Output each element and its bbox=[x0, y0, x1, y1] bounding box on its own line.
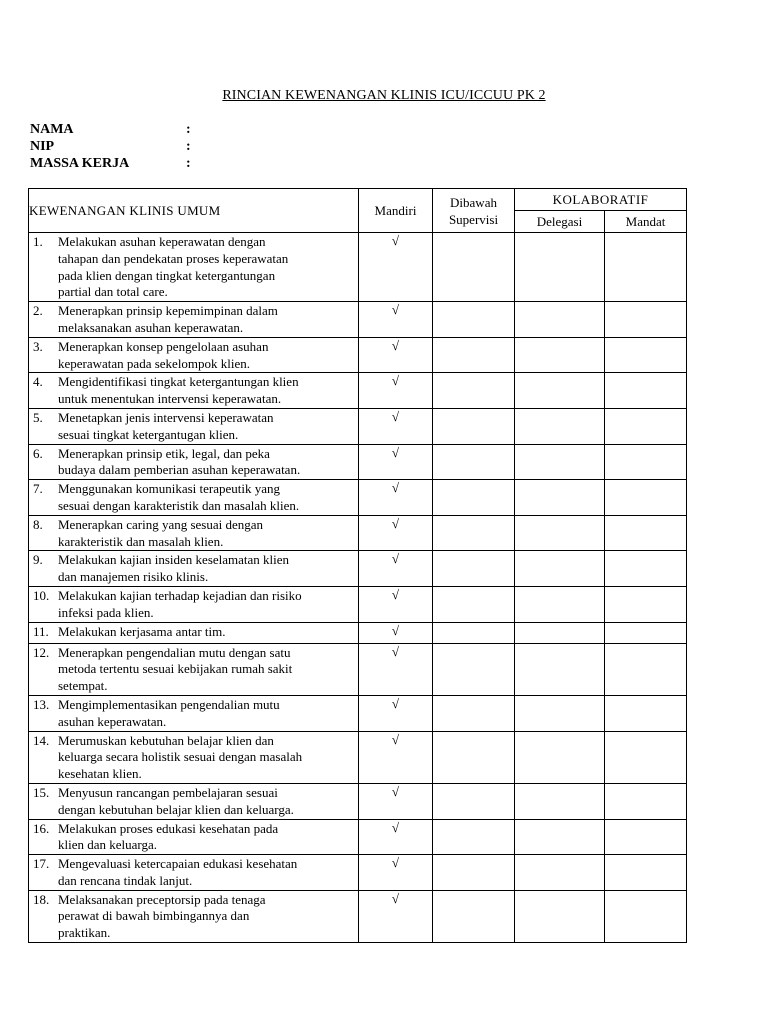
mandat-cell[interactable] bbox=[605, 373, 687, 409]
item-text-line: karakteristik dan masalah klien. bbox=[58, 533, 224, 549]
check-mark-icon: √ bbox=[391, 551, 400, 567]
item-number: 7. bbox=[33, 481, 43, 497]
item-text-line: Menggunakan komunikasi terapeutik yang bbox=[58, 481, 281, 497]
competency-cell bbox=[29, 408, 359, 444]
item-number: 16. bbox=[33, 820, 50, 836]
header-delegasi: Delegasi bbox=[515, 211, 605, 233]
item-text-line: setempat. bbox=[58, 678, 108, 694]
table-row bbox=[29, 695, 687, 731]
item-text-line: Menerapkan caring yang sesuai dengan bbox=[58, 516, 264, 532]
item-number: 15. bbox=[33, 784, 50, 800]
item-number: 18. bbox=[33, 891, 50, 907]
item-text bbox=[58, 339, 358, 373]
item-text-line: praktikan. bbox=[58, 925, 111, 941]
item-text-line: Mengimplementasikan pengendalian mutu bbox=[58, 696, 280, 712]
info-row-massa-kerja bbox=[30, 156, 191, 172]
competency-cell bbox=[29, 515, 359, 551]
info-label: NIP bbox=[30, 139, 55, 154]
delegasi-cell[interactable] bbox=[515, 302, 605, 338]
delegasi-cell[interactable] bbox=[515, 731, 605, 783]
competency-cell bbox=[29, 783, 359, 819]
item-number: 4. bbox=[33, 374, 43, 390]
table-row bbox=[29, 622, 687, 643]
item-text bbox=[58, 374, 358, 408]
dibawah-supervisi-cell[interactable] bbox=[433, 515, 515, 551]
check-mark-icon: √ bbox=[391, 233, 400, 248]
dibawah-supervisi-cell[interactable] bbox=[433, 783, 515, 819]
competency-cell bbox=[29, 819, 359, 855]
dibawah-supervisi-cell[interactable] bbox=[433, 480, 515, 516]
dibawah-supervisi-cell[interactable] bbox=[433, 695, 515, 731]
competency-cell bbox=[29, 731, 359, 783]
mandat-cell[interactable] bbox=[605, 444, 687, 480]
delegasi-cell[interactable] bbox=[515, 643, 605, 695]
check-mark-icon: √ bbox=[391, 890, 400, 906]
item-text-line: kesehatan klien. bbox=[58, 766, 142, 782]
item-number: 10. bbox=[33, 587, 50, 603]
mandiri-cell[interactable] bbox=[359, 337, 433, 373]
check-mark-icon: √ bbox=[391, 819, 400, 835]
item-text bbox=[58, 552, 358, 586]
info-separator: : bbox=[186, 122, 191, 137]
delegasi-cell[interactable] bbox=[515, 890, 605, 942]
item-text bbox=[58, 446, 358, 480]
dibawah-supervisi-cell[interactable] bbox=[433, 408, 515, 444]
item-text bbox=[58, 234, 358, 301]
table-row bbox=[29, 783, 687, 819]
table-row bbox=[29, 408, 687, 444]
header-dibawah-line1: Dibawah bbox=[450, 194, 497, 210]
mandiri-cell[interactable] bbox=[359, 783, 433, 819]
check-mark-icon: √ bbox=[391, 586, 400, 602]
competency-table bbox=[28, 188, 687, 943]
mandat-cell[interactable] bbox=[605, 302, 687, 338]
competency-cell bbox=[29, 890, 359, 942]
delegasi-cell[interactable] bbox=[515, 586, 605, 622]
table-row bbox=[29, 551, 687, 587]
header-kewenangan: KEWENANGAN KLINIS UMUM bbox=[29, 189, 359, 233]
table-row bbox=[29, 302, 687, 338]
delegasi-cell[interactable] bbox=[515, 233, 605, 302]
item-text bbox=[58, 588, 358, 622]
delegasi-cell[interactable] bbox=[515, 695, 605, 731]
item-text-line: perawat di bawah bimbingannya dan bbox=[58, 908, 250, 924]
item-text-line: pada klien dengan tingkat ketergantungan bbox=[58, 267, 276, 283]
item-number: 8. bbox=[33, 516, 43, 532]
delegasi-cell[interactable] bbox=[515, 480, 605, 516]
check-mark-icon: √ bbox=[391, 622, 400, 638]
mandiri-cell[interactable] bbox=[359, 515, 433, 551]
delegasi-cell[interactable] bbox=[515, 444, 605, 480]
mandiri-cell[interactable] bbox=[359, 444, 433, 480]
item-text-line: Menetapkan jenis intervensi keperawatan bbox=[58, 409, 274, 425]
item-text-line: asuhan keperawatan. bbox=[58, 713, 167, 729]
item-number: 9. bbox=[33, 552, 43, 568]
item-text bbox=[58, 892, 358, 942]
table-body bbox=[29, 233, 687, 943]
item-text-line: sesuai dengan karakteristik dan masalah klien. bbox=[58, 497, 300, 513]
dibawah-supervisi-cell[interactable] bbox=[433, 302, 515, 338]
competency-cell bbox=[29, 695, 359, 731]
header-dibawah-line2: Supervisi bbox=[448, 211, 499, 227]
mandiri-cell[interactable] bbox=[359, 408, 433, 444]
item-number: 11. bbox=[33, 623, 49, 639]
item-number: 17. bbox=[33, 856, 50, 872]
item-text-line: Melakukan asuhan keperawatan dengan bbox=[58, 234, 266, 249]
check-mark-icon: √ bbox=[391, 515, 400, 531]
table-row bbox=[29, 444, 687, 480]
delegasi-cell[interactable] bbox=[515, 337, 605, 373]
competency-cell bbox=[29, 233, 359, 302]
info-label: NAMA bbox=[30, 122, 74, 137]
info-label: MASSA KERJA bbox=[30, 156, 130, 171]
table-row bbox=[29, 373, 687, 409]
item-text-line: Melakukan kajian insiden keselamatan klien bbox=[58, 552, 290, 568]
dibawah-supervisi-cell[interactable] bbox=[433, 586, 515, 622]
header-kolaboratif: KOLABORATIF bbox=[515, 189, 687, 211]
mandat-cell[interactable] bbox=[605, 890, 687, 942]
check-mark-icon: √ bbox=[391, 695, 400, 711]
dibawah-supervisi-cell[interactable] bbox=[433, 444, 515, 480]
competency-cell bbox=[29, 302, 359, 338]
item-text-line: untuk menentukan intervensi keperawatan. bbox=[58, 391, 282, 407]
delegasi-cell[interactable] bbox=[515, 819, 605, 855]
mandat-cell[interactable] bbox=[605, 783, 687, 819]
info-separator: : bbox=[186, 139, 191, 154]
item-text-line: dengan kebutuhan belajar klien dan keluarga. bbox=[58, 801, 294, 817]
mandiri-cell[interactable] bbox=[359, 695, 433, 731]
item-text bbox=[58, 481, 358, 515]
table-row bbox=[29, 643, 687, 695]
check-mark-icon: √ bbox=[391, 855, 400, 871]
mandiri-cell[interactable] bbox=[359, 731, 433, 783]
item-text-line: keperawatan pada sekelompok klien. bbox=[58, 355, 251, 371]
dibawah-supervisi-cell[interactable] bbox=[433, 233, 515, 302]
delegasi-cell[interactable] bbox=[515, 373, 605, 409]
item-number: 13. bbox=[33, 696, 50, 712]
item-number: 6. bbox=[33, 445, 43, 461]
item-text bbox=[58, 785, 358, 819]
item-text-line: keluarga secara holistik sesuai dengan masalah bbox=[58, 749, 303, 765]
header-mandat: Mandat bbox=[605, 211, 687, 233]
check-mark-icon: √ bbox=[391, 643, 400, 659]
item-text-line: Menerapkan pengendalian mutu dengan satu bbox=[58, 644, 291, 660]
check-mark-icon: √ bbox=[391, 731, 400, 747]
table-row bbox=[29, 731, 687, 783]
check-mark-icon: √ bbox=[391, 480, 400, 496]
item-number: 2. bbox=[33, 303, 43, 319]
item-text-line: tahapan dan pendekatan proses keperawatan bbox=[58, 250, 289, 266]
item-text-line: Menyusun rancangan pembelajaran sesuai bbox=[58, 784, 278, 800]
item-text bbox=[58, 303, 358, 337]
mandiri-cell[interactable] bbox=[359, 480, 433, 516]
item-text bbox=[58, 821, 358, 855]
dibawah-supervisi-cell[interactable] bbox=[433, 731, 515, 783]
item-text bbox=[58, 733, 358, 783]
mandiri-cell[interactable] bbox=[359, 855, 433, 891]
table-row bbox=[29, 855, 687, 891]
mandiri-cell[interactable] bbox=[359, 622, 433, 643]
delegasi-cell[interactable] bbox=[515, 855, 605, 891]
mandat-cell[interactable] bbox=[605, 515, 687, 551]
mandiri-cell[interactable] bbox=[359, 233, 433, 302]
competency-cell bbox=[29, 551, 359, 587]
mandat-cell[interactable] bbox=[605, 731, 687, 783]
item-text bbox=[58, 856, 358, 890]
mandat-cell[interactable] bbox=[605, 408, 687, 444]
info-row-nip bbox=[30, 139, 191, 155]
item-text-line: Melaksanakan preceptorsip pada tenaga bbox=[58, 891, 266, 907]
check-mark-icon: √ bbox=[391, 337, 400, 353]
document-title: RINCIAN KEWENANGAN KLINIS ICU/ICCUU PK 2 bbox=[222, 88, 546, 103]
mandiri-cell[interactable] bbox=[359, 551, 433, 587]
item-text-line: infeksi pada klien. bbox=[58, 604, 154, 620]
mandat-cell[interactable] bbox=[605, 233, 687, 302]
item-text-line: metoda tertentu sesuai kebijakan rumah sakit bbox=[58, 661, 293, 677]
item-text-line: dan manajemen risiko klinis. bbox=[58, 569, 209, 585]
table-row bbox=[29, 233, 687, 302]
table-row bbox=[29, 480, 687, 516]
table-row bbox=[29, 586, 687, 622]
mandiri-cell[interactable] bbox=[359, 586, 433, 622]
check-mark-icon: √ bbox=[391, 302, 400, 318]
mandiri-cell[interactable] bbox=[359, 890, 433, 942]
item-text bbox=[58, 624, 358, 641]
item-text-line: Melakukan kerjasama antar tim. bbox=[58, 623, 226, 639]
item-number: 5. bbox=[33, 409, 43, 425]
mandat-cell[interactable] bbox=[605, 337, 687, 373]
item-text bbox=[58, 697, 358, 731]
header-dibawah-supervisi bbox=[433, 189, 515, 233]
item-number: 1. bbox=[33, 234, 43, 249]
item-text-line: budaya dalam pemberian asuhan keperawatan. bbox=[58, 462, 301, 478]
mandat-cell[interactable] bbox=[605, 819, 687, 855]
item-text-line: partial dan total care. bbox=[58, 284, 168, 300]
item-text-line: Menerapkan prinsip etik, legal, dan peka bbox=[58, 445, 270, 461]
check-mark-icon: √ bbox=[391, 444, 400, 460]
item-text-line: Merumuskan kebutuhan belajar klien dan bbox=[58, 732, 274, 748]
table-row bbox=[29, 819, 687, 855]
table-row bbox=[29, 515, 687, 551]
item-number: 12. bbox=[33, 644, 50, 660]
item-text-line: Menerapkan prinsip kepemimpinan dalam bbox=[58, 303, 278, 319]
check-mark-icon: √ bbox=[391, 783, 400, 799]
mandat-cell[interactable] bbox=[605, 586, 687, 622]
dibawah-supervisi-cell[interactable] bbox=[433, 337, 515, 373]
mandiri-cell[interactable] bbox=[359, 302, 433, 338]
delegasi-cell[interactable] bbox=[515, 515, 605, 551]
dibawah-supervisi-cell[interactable] bbox=[433, 855, 515, 891]
mandat-cell[interactable] bbox=[605, 551, 687, 587]
competency-cell bbox=[29, 586, 359, 622]
competency-cell bbox=[29, 480, 359, 516]
competency-cell bbox=[29, 855, 359, 891]
delegasi-cell[interactable] bbox=[515, 408, 605, 444]
check-mark-icon: √ bbox=[391, 373, 400, 389]
dibawah-supervisi-cell[interactable] bbox=[433, 643, 515, 695]
table-row bbox=[29, 890, 687, 942]
mandat-cell[interactable] bbox=[605, 855, 687, 891]
item-text-line: Melakukan proses edukasi kesehatan pada bbox=[58, 820, 279, 836]
item-text bbox=[58, 410, 358, 444]
mandat-cell[interactable] bbox=[605, 695, 687, 731]
mandiri-cell[interactable] bbox=[359, 643, 433, 695]
delegasi-cell[interactable] bbox=[515, 622, 605, 643]
mandiri-cell[interactable] bbox=[359, 819, 433, 855]
info-row-nama bbox=[30, 122, 191, 138]
item-text-line: dan rencana tindak lanjut. bbox=[58, 872, 193, 888]
competency-cell bbox=[29, 373, 359, 409]
delegasi-cell[interactable] bbox=[515, 551, 605, 587]
mandat-cell[interactable] bbox=[605, 480, 687, 516]
item-text bbox=[58, 517, 358, 551]
dibawah-supervisi-cell[interactable] bbox=[433, 819, 515, 855]
dibawah-supervisi-cell[interactable] bbox=[433, 373, 515, 409]
header-mandiri: Mandiri bbox=[359, 189, 433, 233]
item-text-line: sesuai tingkat ketergantugan klien. bbox=[58, 426, 239, 442]
mandat-cell[interactable] bbox=[605, 643, 687, 695]
item-text-line: Menerapkan konsep pengelolaan asuhan bbox=[58, 338, 269, 354]
item-text-line: klien dan keluarga. bbox=[58, 837, 158, 853]
competency-cell bbox=[29, 337, 359, 373]
delegasi-cell[interactable] bbox=[515, 783, 605, 819]
table-row bbox=[29, 337, 687, 373]
dibawah-supervisi-cell[interactable] bbox=[433, 890, 515, 942]
item-text-line: Melakukan kajian terhadap kejadian dan risiko bbox=[58, 587, 302, 603]
item-number: 3. bbox=[33, 338, 43, 354]
competency-cell bbox=[29, 622, 359, 643]
dibawah-supervisi-cell[interactable] bbox=[433, 622, 515, 643]
mandat-cell[interactable] bbox=[605, 622, 687, 643]
item-text bbox=[58, 645, 358, 695]
item-number: 14. bbox=[33, 732, 50, 748]
item-text-line: Mengevaluasi ketercapaian edukasi kesehatan bbox=[58, 856, 298, 872]
competency-cell bbox=[29, 444, 359, 480]
info-separator: : bbox=[186, 156, 191, 171]
mandiri-cell[interactable] bbox=[359, 373, 433, 409]
dibawah-supervisi-cell[interactable] bbox=[433, 551, 515, 587]
competency-cell bbox=[29, 643, 359, 695]
item-text-line: Mengidentifikasi tingkat ketergantungan klien bbox=[58, 374, 299, 390]
item-text-line: melaksanakan asuhan keperawatan. bbox=[58, 319, 244, 335]
check-mark-icon: √ bbox=[391, 408, 400, 424]
